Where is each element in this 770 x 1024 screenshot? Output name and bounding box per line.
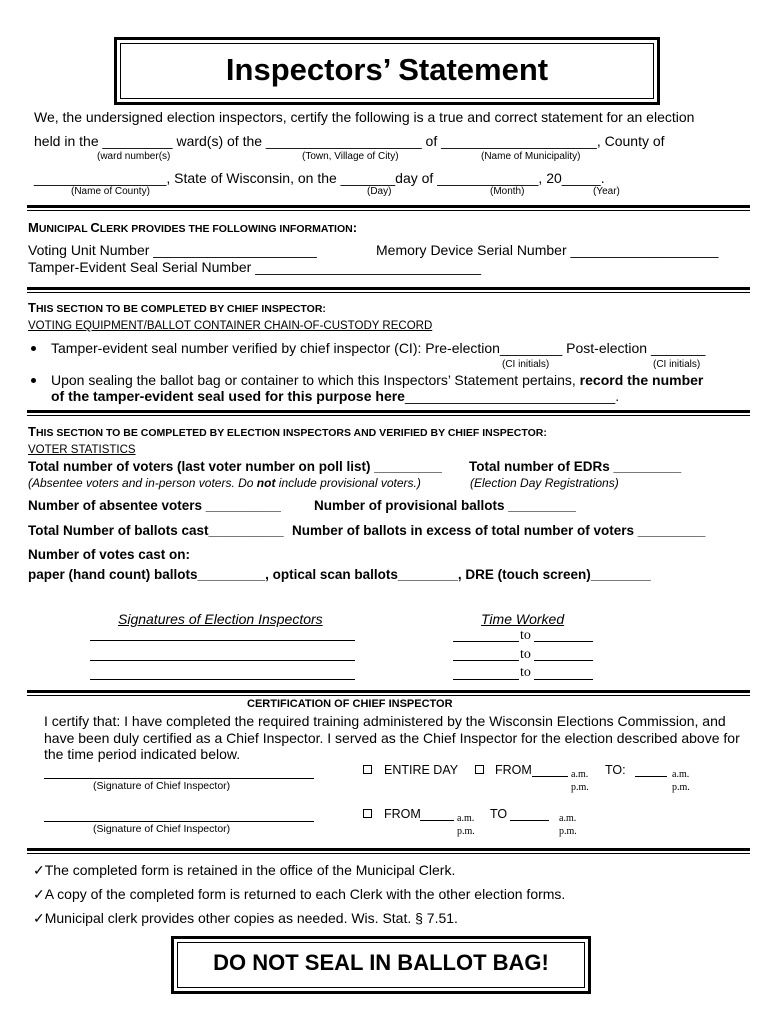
from-checkbox[interactable] [475,765,484,774]
votes-by-method-fields[interactable]: paper (hand count) ballots_________, optical scan ballots________, DRE (touch screen)________ [28,567,651,582]
clerk-heading: MUNICIPAL CLERK PROVIDES THE FOLLOWING INFORMATION: [28,220,358,235]
certification-text-2: have been duly certified as a Chief Inspector. I served as the Chief Inspector for the election described above for [44,730,740,746]
caption-month: (Month) [490,186,525,197]
to-label-2: TO [490,807,508,821]
to-pm: p.m. [559,826,577,837]
to-label: to [520,665,531,680]
memory-device-serial[interactable]: Memory Device Serial Number ___________________ [376,242,719,258]
from-pm: p.m. [457,826,475,837]
caption-municipality: (Name of Municipality) [481,151,581,162]
to-label-1: TO: [605,763,626,777]
entire-day-label: ENTIRE DAY [384,763,459,777]
time-to-line[interactable] [534,641,593,642]
from-am: a.m. [457,813,475,824]
bullet [31,378,36,383]
certification-text-3: the time period indicated below. [44,746,241,762]
divider [27,410,750,413]
caption-year: (Year) [593,186,620,197]
chief-signature-line[interactable] [44,821,314,822]
divider [27,205,750,208]
seal-verified-line[interactable]: Tamper-evident seal number verified by chief inspector (CI): Pre-election________ Post-election _______ [51,340,706,356]
excess-ballots-field[interactable]: Number of ballots in excess of total number of voters _________ [292,523,706,538]
from-time-line[interactable] [420,820,454,821]
divider [27,287,750,290]
time-worked-header: Time Worked [481,611,565,627]
chief-heading: THIS SECTION TO BE COMPLETED BY CHIEF INSPECTOR: [28,300,326,315]
to-time-line[interactable] [635,776,667,777]
chain-of-custody-heading: VOTING EQUIPMENT/BALLOT CONTAINER CHAIN-OF-CUSTODY RECORD [28,320,433,332]
warning-text: DO NOT SEAL IN BALLOT BAG! [213,950,549,975]
caption-ward: (ward number(s) [97,151,171,162]
time-from-line[interactable] [453,641,519,642]
time-to-line[interactable] [534,660,593,661]
divider [27,690,750,693]
absentee-voters-field[interactable]: Number of absentee voters __________ [28,498,281,513]
votes-cast-on-label: Number of votes cast on: [28,547,191,562]
from-pm: p.m. [571,782,589,793]
divider [27,848,750,851]
to-label: to [520,628,531,643]
chief-signature-label: (Signature of Chief Inspector) [93,780,231,792]
total-edrs-field[interactable]: Total number of EDRs _________ [469,459,682,474]
to-am: a.m. [559,813,577,824]
from-label: FROM [495,763,532,777]
to-label: to [520,647,531,662]
caption-county: (Name of County) [71,186,150,197]
from-time-line[interactable] [532,776,568,777]
ballots-cast-field[interactable]: Total Number of ballots cast__________ [28,523,284,538]
voter-statistics-heading: VOTER STATISTICS [28,444,136,456]
absentee-note: (Absentee voters and in-person voters. Do not include provisional voters.) [28,476,421,490]
note-other-copies: ✓Municipal clerk provides other copies as needed. Wis. Stat. § 7.51. [33,910,458,926]
caption-day: (Day) [367,186,392,197]
seal-record-line-2[interactable]: of the tamper-evident seal used for this purpose here___________________________. [51,388,620,404]
note-copy-returned: ✓A copy of the completed form is returned to each Clerk with the other election forms. [33,886,566,902]
intro-line-3: _________________, State of Wisconsin, on the _______day of _____________, 20_____. [34,170,605,186]
total-voters-field[interactable]: Total number of voters (last voter number on poll list) _________ [28,459,442,474]
signature-line[interactable] [90,679,355,680]
bullet [31,346,36,351]
from-label: FROM [384,807,421,821]
election-heading: THIS SECTION TO BE COMPLETED BY ELECTION INSPECTORS AND VERIFIED BY CHIEF INSPECTOR: [28,424,547,439]
time-from-line[interactable] [453,660,519,661]
chief-signature-label: (Signature of Chief Inspector) [93,823,231,835]
time-to-line[interactable] [534,679,593,680]
provisional-ballots-field[interactable]: Number of provisional ballots _________ [314,498,576,513]
to-pm: p.m. [672,782,690,793]
signature-line[interactable] [90,660,355,661]
edr-note: (Election Day Registrations) [470,476,619,490]
time-from-line[interactable] [453,679,519,680]
from-am: a.m. [571,769,589,780]
ci-initials-pre: (CI initials) [502,359,550,370]
chief-signature-line[interactable] [44,778,314,779]
intro-line-2: held in the _________ ward(s) of the ____________________ of ____________________, County of [34,133,665,149]
to-am: a.m. [672,769,690,780]
voting-unit-number[interactable]: Voting Unit Number _____________________ [28,242,317,258]
certification-heading: CERTIFICATION OF CHIEF INSPECTOR [247,698,453,710]
seal-record-line: Upon sealing the ballot bag or container to which this Inspectors’ Statement pertains, record the number [51,372,704,388]
caption-town: (Town, Village of City) [302,151,399,162]
tamper-seal-serial[interactable]: Tamper-Evident Seal Serial Number _____________________________ [28,259,482,275]
certification-text-1: I certify that: I have completed the required training administered by the Wisconsin Elections Commission, and [44,713,726,729]
note-retained: ✓The completed form is retained in the office of the Municipal Clerk. [33,862,456,878]
entire-day-checkbox[interactable] [363,765,372,774]
intro-line-1: We, the undersigned election inspectors, certify the following is a true and correct statement for an election [34,109,695,125]
signatures-header: Signatures of Election Inspectors [118,611,323,627]
from-checkbox[interactable] [363,809,372,818]
signature-line[interactable] [90,640,355,641]
to-time-line[interactable] [510,820,549,821]
ci-initials-post: (CI initials) [653,359,701,370]
page-title: Inspectors’ Statement [225,52,549,87]
